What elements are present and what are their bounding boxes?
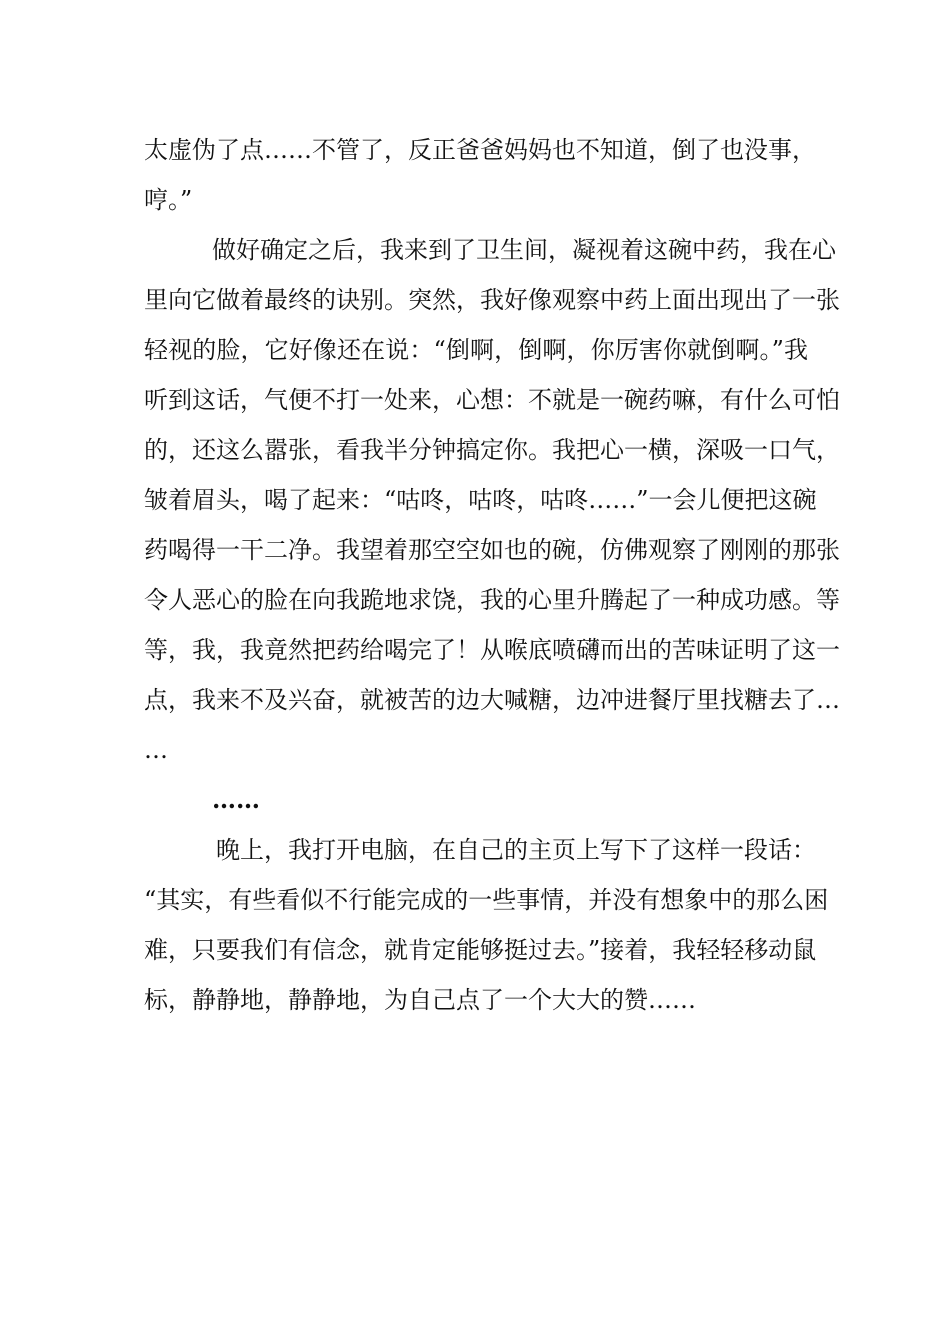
text-line: 哼。” — [144, 186, 193, 214]
text-line: 标，静静地，静静地，为自己点了一个大大的赞…… — [144, 986, 696, 1014]
text-line: 点，我来不及兴奋，就被苦的边大喊糖，边冲进餐厅里找糖去了… — [144, 686, 840, 714]
text-line: 令人恶心的脸在向我跪地求饶，我的心里升腾起了一种成功感。等 — [144, 586, 840, 614]
text-line: 皱着眉头，喝了起来：“咕咚，咕咚，咕咚……”一会儿便把这碗 — [144, 486, 817, 514]
text-line: 药喝得一干二净。我望着那空空如也的碗，仿佛观察了刚刚的那张 — [144, 536, 840, 564]
text-line: “其实，有些看似不行能完成的一些事情，并没有想象中的那么困 — [144, 886, 829, 914]
text-line: … — [144, 736, 168, 764]
text-line: 听到这话，气便不打一处来，心想：不就是一碗药嘛，有什么可怕 — [144, 386, 840, 414]
text-line: 的，还这么嚣张，看我半分钟搞定你。我把心一横，深吸一口气， — [144, 436, 840, 464]
text-line: 太虚伪了点……不管了，反正爸爸妈妈也不知道，倒了也没事， — [144, 136, 816, 164]
section-ellipsis: …… — [212, 785, 260, 814]
text-line: 等，我，我竟然把药给喝完了！从喉底喷礴而出的苦味证明了这一 — [144, 636, 840, 664]
text-line: 难，只要我们有信念，就肯定能够挺过去。”接着，我轻轻移动鼠 — [144, 936, 817, 964]
paragraph-first-line: 做好确定之后，我来到了卫生间，凝视着这碗中药，我在心 — [212, 236, 836, 264]
text-line: 里向它做着最终的诀别。突然，我好像观察中药上面出现出了一张 — [144, 286, 840, 314]
text-line: 轻视的脸，它好像还在说：“倒啊，倒啊，你厉害你就倒啊。”我 — [144, 336, 808, 364]
paragraph-first-line: 晚上，我打开电脑，在自己的主页上写下了这样一段话： — [216, 836, 816, 864]
